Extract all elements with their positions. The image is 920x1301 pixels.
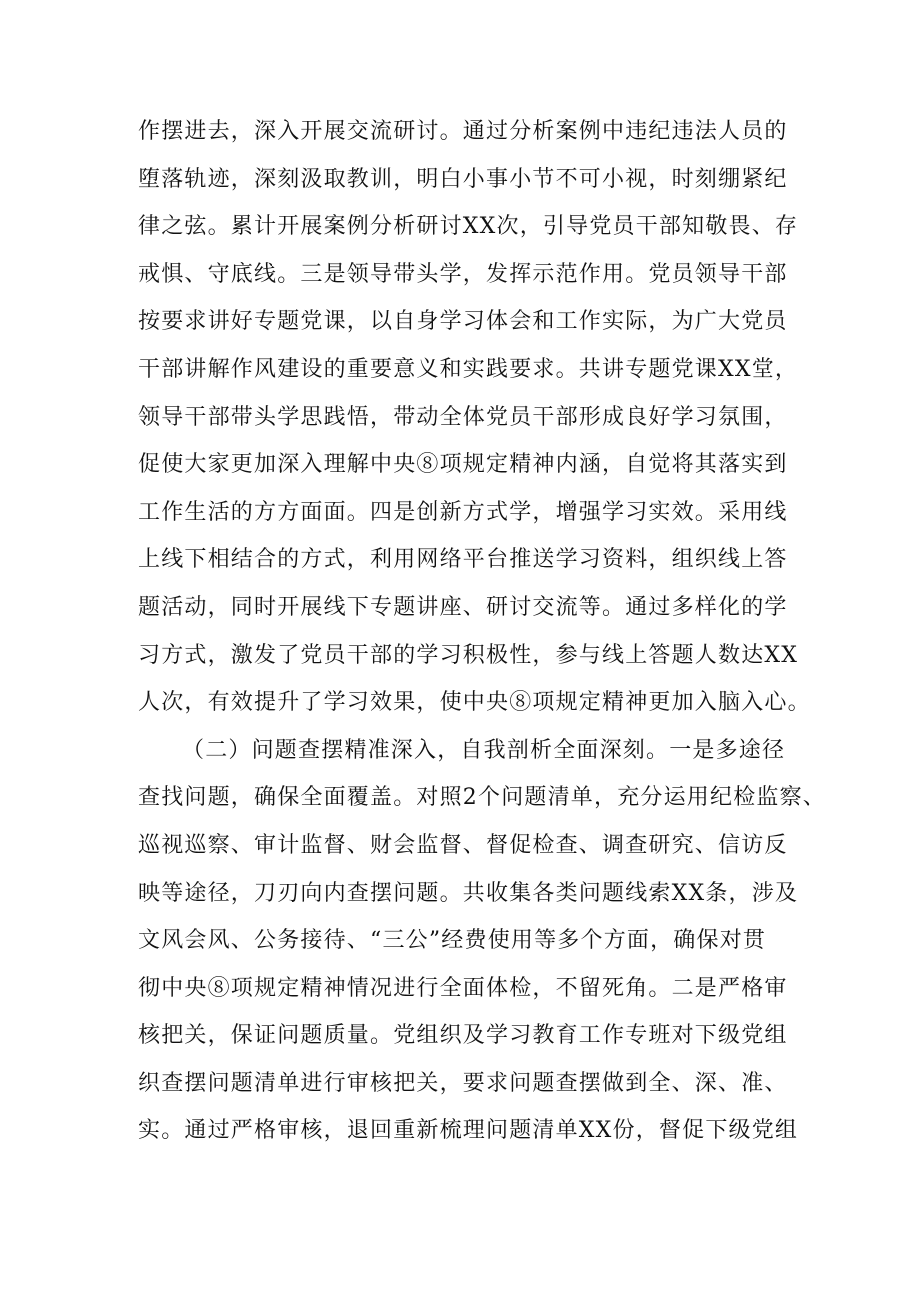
text-line: 堕落轨迹，深刻汲取教训，明白小事小节不可小视，时刻绷紧纪 — [138, 166, 788, 192]
text-line: 促使大家更加深入理解中央⑧项规定精神内涵，自觉将其落实到 — [138, 452, 788, 478]
text-line: 人次，有效提升了学习效果，使中央⑧项规定精神更加入脑入心。 — [138, 690, 811, 716]
text-line: 干部讲解作风建设的重要意义和实践要求。共讲专题党课XX堂， — [138, 356, 799, 382]
document-body — [138, 108, 826, 1155]
text-line: 题活动，同时开展线下专题讲座、研讨交流等。通过多样化的学 — [138, 594, 788, 620]
text-line: 映等途径，刀刃向内查摆问题。共收集各类问题线索XX条，涉及 — [138, 880, 799, 906]
text-line: 巡视巡察、审计监督、财会监督、督促检查、调查研究、信访反 — [138, 832, 788, 858]
text-line: 上线下相结合的方式，利用网络平台推送学习资料，组织线上答 — [138, 547, 788, 573]
text-line: 戒惧、守底线。三是领导带头学，发挥示范作用。党员领导干部 — [138, 261, 788, 287]
section-heading-line: （二）问题查摆精准深入，自我剖析全面深刻。一是多途径 — [182, 737, 786, 763]
text-line: 织查摆问题清单进行审核把关，要求问题查摆做到全、深、准、 — [138, 1070, 788, 1096]
text-line: 按要求讲好专题党课，以自身学习体会和工作实际，为广大党员 — [138, 309, 788, 335]
text-line: 领导干部带头学思践悟，带动全体党员干部形成良好学习氛围， — [138, 404, 788, 430]
text-line: 律之弦。累计开展案例分析研讨XX次，引导党员干部知敬畏、存 — [138, 214, 799, 240]
text-line: 作摆进去，深入开展交流研讨。通过分析案例中违纪违法人员的 — [138, 119, 788, 144]
text-line: 实。通过严格审核，退回重新梳理问题清单XX份，督促下级党组 — [138, 1118, 799, 1144]
text-line: 查找问题，确保全面覆盖。对照2个问题清单，充分运用纪检监察、 — [138, 785, 826, 811]
text-line: 习方式，激发了党员干部的学习积极性，参与线上答题人数达XX — [138, 642, 799, 668]
text-line: 工作生活的方方面面。四是创新方式学，增强学习实效。采用线 — [138, 499, 788, 525]
text-line: 文风会风、公务接待、“三公”经费使用等多个方面，确保对贯 — [138, 928, 767, 954]
text-line: 彻中央⑧项规定精神情况进行全面体检，不留死角。二是严格审 — [138, 975, 788, 1001]
text-line: 核把关，保证问题质量。党组织及学习教育工作专班对下级党组 — [138, 1023, 788, 1049]
